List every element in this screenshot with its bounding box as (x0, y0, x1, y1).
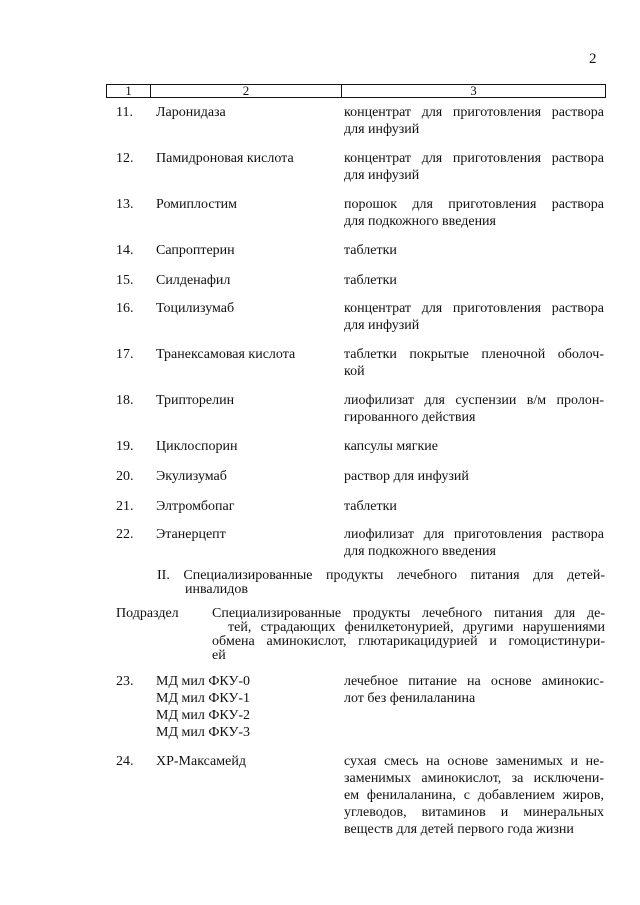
item-name (156, 526, 334, 543)
item-name (156, 753, 334, 770)
item-form-line: ем фенилаланина, с добавлением жиров, (344, 788, 604, 803)
item-number: 15. (116, 273, 134, 288)
item-form-line: лечебное питание на основе аминокис- (344, 674, 604, 689)
item-name (156, 346, 334, 363)
item-number: 22. (116, 527, 134, 542)
subsection-line: тей, страдающих фенилкетонурией, другими нарушениями (228, 620, 605, 635)
subsection-line: ей (212, 648, 226, 663)
item-name-line: Силденафил (156, 273, 231, 288)
item-number: 12. (116, 151, 134, 166)
item-form-line: для инфузий (344, 122, 420, 137)
item-form (344, 346, 604, 380)
item-form-line: для подкожного введения (344, 214, 496, 229)
item-name-line: Циклоспорин (156, 439, 238, 454)
item-form-line: гированного действия (344, 410, 476, 425)
item-form (344, 753, 604, 838)
item-name (156, 272, 334, 289)
item-name-line: ХР-Максамейд (156, 754, 246, 769)
header-col-2: 2 (150, 85, 341, 97)
item-form (344, 392, 604, 426)
item-form-line: порошок для приготовления раствора (344, 197, 604, 212)
item-number: 16. (116, 301, 134, 316)
page-number: 2 (589, 51, 597, 67)
item-name-line: Сапроптерин (156, 243, 235, 258)
item-form (344, 242, 604, 259)
item-form-line: концентрат для приготовления раствора (344, 105, 604, 120)
item-form-line: лиофилизат для приготовления раствора (344, 527, 604, 542)
item-number: 17. (116, 347, 134, 362)
item-name-line: Экулизумаб (156, 469, 227, 484)
item-number: 23. (116, 674, 134, 689)
item-form (344, 526, 604, 560)
item-name-line: Этанерцепт (156, 527, 226, 542)
item-name (156, 104, 334, 121)
item-form-line: кой (344, 364, 365, 379)
item-number: 14. (116, 243, 134, 258)
item-form (344, 272, 604, 289)
item-name (156, 673, 334, 741)
item-name-line: МД мил ФКУ-0 (156, 674, 251, 689)
item-name (156, 242, 334, 259)
item-number: 11. (116, 105, 133, 120)
item-name-line: Трипторелин (156, 393, 235, 408)
item-name (156, 150, 334, 167)
item-number: 18. (116, 393, 134, 408)
item-name-line: МД мил ФКУ-2 (156, 708, 251, 723)
item-form-line: таблетки покрытые пленочной оболоч- (344, 347, 604, 362)
header-col-3: 3 (341, 85, 605, 97)
item-form (344, 300, 604, 334)
item-form-line: таблетки (344, 499, 397, 514)
item-form (344, 150, 604, 184)
item-form-line: сухая смесь на основе заменимых и не- (344, 754, 604, 769)
item-form (344, 438, 604, 455)
item-form-line: заменимых аминокислот, за исключени- (344, 771, 604, 786)
subsection-line: обмена аминокислот, глютарикацидурией и гомоцистинури- (212, 634, 605, 649)
item-name (156, 300, 334, 317)
item-form-line: лиофилизат для суспензии в/м пролон- (344, 393, 604, 408)
item-name (156, 438, 334, 455)
item-form-line: концентрат для приготовления раствора (344, 301, 604, 316)
item-form-line: веществ для детей первого года жизни (344, 822, 574, 837)
item-name-line: МД мил ФКУ-1 (156, 691, 251, 706)
item-form (344, 498, 604, 515)
item-name-line: МД мил ФКУ-3 (156, 725, 251, 740)
item-form-line: раствор для инфузий (344, 469, 469, 484)
item-form-line: концентрат для приготовления раствора (344, 151, 604, 166)
item-form-line: для инфузий (344, 318, 420, 333)
item-number: 24. (116, 754, 134, 769)
item-form (344, 104, 604, 138)
item-form-line: капсулы мягкие (344, 439, 438, 454)
item-name (156, 468, 334, 485)
item-form-line: для инфузий (344, 168, 420, 183)
item-name-line: Ромиплостим (156, 197, 238, 212)
section-heading (157, 569, 605, 597)
item-form (344, 673, 604, 707)
header-col-1: 1 (125, 83, 132, 98)
item-form-line: таблетки (344, 273, 397, 288)
item-number: 21. (116, 499, 134, 514)
item-name (156, 392, 334, 409)
item-name (156, 498, 334, 515)
item-number: 19. (116, 439, 134, 454)
subsection-label: Подраздел (116, 606, 179, 621)
item-form-line: углеводов, витаминов и минеральных (344, 805, 604, 820)
item-name-line: Транексамовая кислота (156, 347, 296, 362)
item-name-line: Элтромбопаг (156, 499, 235, 514)
item-name-line: Тоцилизумаб (156, 301, 235, 316)
section-line: II. Специализированные продукты лечебного питания для детей- (157, 568, 605, 583)
item-name (156, 196, 334, 213)
item-form-line: для подкожного введения (344, 544, 496, 559)
item-form (344, 196, 604, 230)
item-form (344, 468, 604, 485)
item-form-line: лот без фенилаланина (344, 691, 476, 706)
item-number: 20. (116, 469, 134, 484)
subsection-line: Специализированные продукты лечебного питания для де- (212, 606, 605, 621)
item-name-line: Памидроновая кислота (156, 151, 294, 166)
item-name-line: Ларонидаза (156, 105, 226, 120)
item-number: 13. (116, 197, 134, 212)
item-form-line: таблетки (344, 243, 397, 258)
table-header (106, 84, 606, 98)
section-line: инвалидов (185, 582, 248, 597)
subsection-text (212, 607, 605, 663)
